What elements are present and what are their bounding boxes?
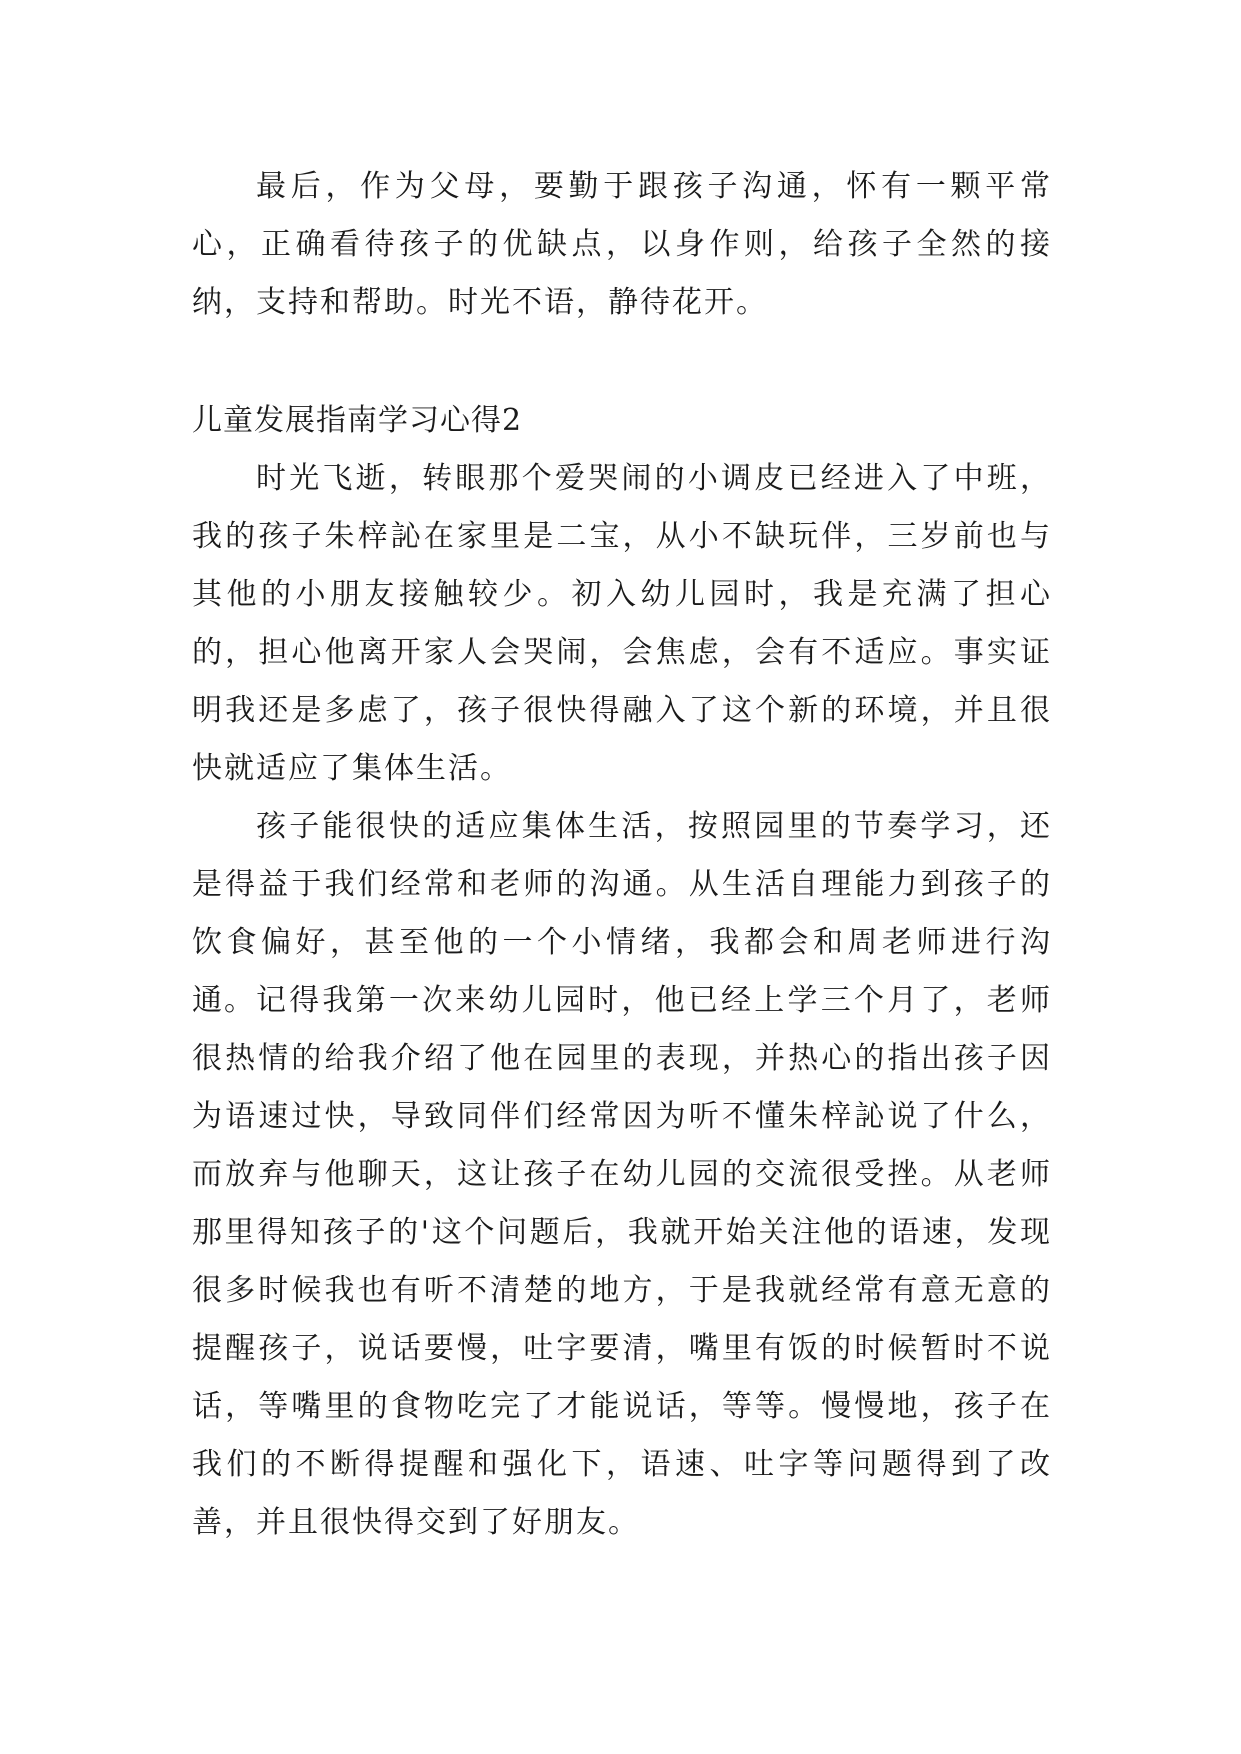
section-title: 儿童发展指南学习心得2: [192, 403, 523, 438]
paragraph-closing: 最后，作为父母，要勤于跟孩子沟通，怀有一颗平常心，正确看待孩子的优缺点，以身作则，给孩子全然的接纳，支持和帮助。时光不语，静待花开。: [192, 169, 1052, 320]
paragraph-1: 时光飞逝，转眼那个爱哭闹的小调皮已经进入了中班，我的孩子朱梓訫在家里是二宝，从小不缺玩伴，三岁前也与其他的小朋友接触较少。初入幼儿园时，我是充满了担心的，担心他离开家人会哭闹，会焦虑，会有不适应。事实证明我还是多虑了，孩子很快得融入了这个新的环境，并且很快就适应了集体生活。: [192, 461, 1052, 786]
paragraph-2: 孩子能很快的适应集体生活，按照园里的节奏学习，还是得益于我们经常和老师的沟通。从生活自理能力到孩子的饮食偏好，甚至他的一个小情绪，我都会和周老师进行沟通。: [192, 809, 1052, 1018]
paragraph-3: 记得我第一次来幼儿园时，他已经上学三个月了，老师很热情的给我介绍了他在园里的表现，并热心的指出孩子因为语速过快，导致同伴们经常因为听不懂朱梓訫说了什么，而放弃与他聊天，这让孩子在幼儿园的交流很受挫。从老师那里得知孩子的'这个问题后，我就开始关注他的语速，发现很多时候我也有听不清楚的地方，于是我就经常有意无意的提醒孩子，说话要慢，吐字要清，嘴里有饭的时候暂时不说话，等嘴里的食物吃完了才能说话，等等。慢慢地，孩子在我们的不断得提醒和强化下，语速、吐字等问题得到了改善，并且很快得交到了好朋友。: [192, 983, 1052, 1540]
